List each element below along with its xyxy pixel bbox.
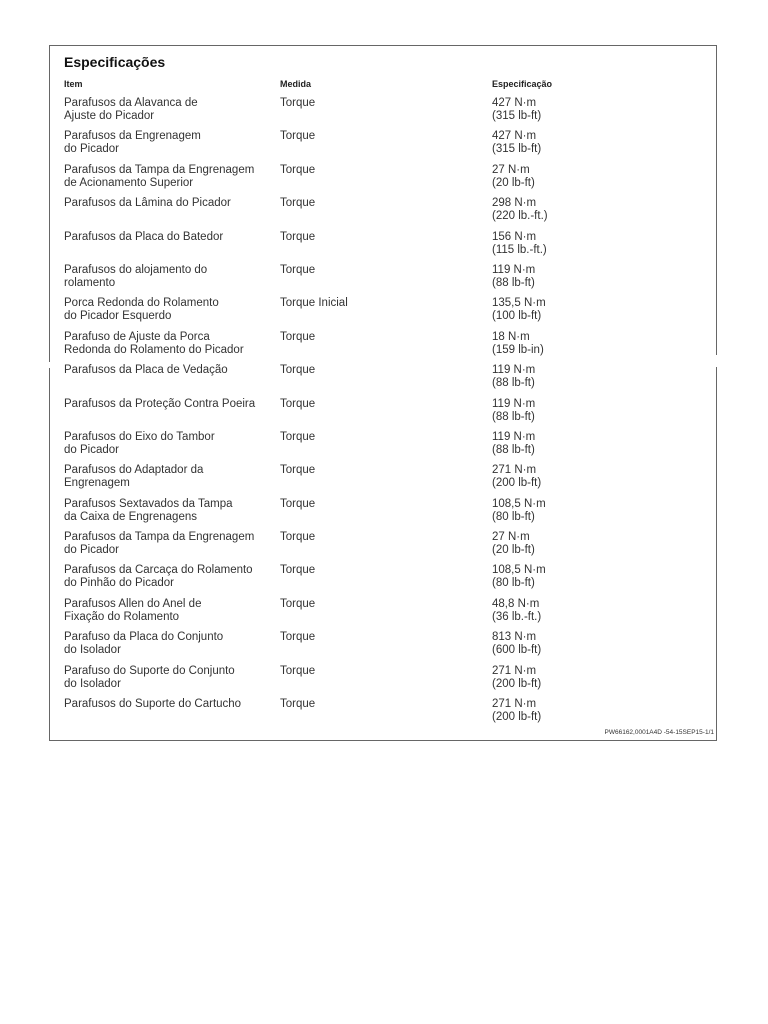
spec-metric: 427 N·m	[492, 97, 537, 109]
frame-gap	[712, 355, 726, 367]
table-row	[64, 231, 704, 264]
table-row	[64, 498, 704, 531]
table-row	[64, 297, 704, 330]
spec-imperial: (600 lb-ft)	[492, 644, 542, 657]
measure-type: Torque	[280, 197, 316, 210]
item-name: Parafusos da Alavanca de Ajuste do Picador	[64, 97, 198, 122]
measure-type: Torque	[280, 163, 316, 176]
spec-metric: 108,5 N·m	[492, 497, 546, 510]
column-header-measure: Medida	[280, 79, 312, 89]
spec-metric: 119 N·m	[492, 397, 536, 410]
item-name: Parafuso de Ajuste da Porca Redonda do Rolamento do Picador	[64, 330, 244, 356]
specification-value	[492, 97, 692, 123]
spec-metric: 108,5 N·m	[492, 564, 546, 577]
spec-metric: 271 N·m	[492, 698, 537, 711]
measure-type: Torque	[280, 464, 316, 477]
column-header-item: Item	[64, 79, 83, 89]
measure-type: Torque	[280, 631, 316, 644]
item-name: Parafuso da Placa do Conjunto do Isolador	[64, 631, 224, 657]
table-row	[64, 464, 704, 497]
spec-metric: 48,8 N·m	[492, 597, 540, 610]
table-row	[64, 564, 704, 597]
specification-value	[492, 197, 692, 223]
measure-type: Torque	[280, 263, 316, 276]
spec-imperial: (20 lb-ft)	[492, 544, 535, 557]
table-row	[64, 97, 704, 130]
measure-type: Torque	[280, 230, 316, 243]
measure-type: Torque Inicial	[280, 297, 348, 310]
item-name: Parafusos da Placa do Batedor	[64, 230, 224, 243]
table-row	[64, 364, 704, 397]
measure-type: Torque	[280, 397, 316, 410]
item-name: Parafusos da Placa de Vedação	[64, 364, 228, 377]
spec-metric: 813 N·m	[492, 631, 537, 644]
item-name: Parafusos da Lâmina do Picador	[64, 197, 231, 210]
spec-metric: 427 N·m	[492, 130, 537, 143]
spec-metric: 119 N·m	[492, 430, 536, 443]
measure-type: Torque	[280, 430, 316, 443]
measure-type: Torque	[280, 564, 316, 577]
measure-type: Torque	[280, 364, 316, 377]
item-name: Parafuso do Suporte do Conjunto do Isolador	[64, 664, 235, 690]
spec-imperial: (80 lb-ft)	[492, 510, 535, 523]
specification-value	[492, 297, 692, 323]
spec-metric: 18 N·m	[492, 330, 530, 343]
spec-imperial: (115 lb.-ft.)	[492, 243, 547, 256]
specification-value	[492, 364, 692, 390]
spec-metric: 119 N·m	[492, 364, 536, 377]
specification-value	[492, 431, 692, 457]
spec-metric: 119 N·m	[492, 263, 536, 276]
item-name: Parafusos do Eixo do Tambor do Picador	[64, 430, 215, 456]
spec-imperial: (88 lb-ft)	[492, 443, 535, 456]
table-row	[64, 431, 704, 464]
specification-value	[492, 631, 692, 657]
spec-metric: 271 N·m	[492, 464, 537, 477]
column-header-spec: Especificação	[492, 79, 553, 89]
specification-value	[492, 398, 692, 424]
spec-imperial: (200 lb-ft)	[492, 711, 542, 724]
table-row	[64, 264, 704, 297]
spec-imperial: (80 lb-ft)	[492, 577, 535, 590]
item-name: Parafusos da Tampa da Engrenagem de Acionamento Superior	[64, 163, 255, 189]
page-title: Especificações	[64, 54, 166, 70]
specification-value	[492, 231, 692, 257]
spec-imperial: (20 lb-ft)	[492, 176, 535, 189]
spec-imperial: (36 lb.-ft.)	[492, 610, 542, 623]
specification-value	[492, 331, 692, 357]
spec-imperial: (159 lb-in)	[492, 343, 544, 356]
measure-type: Torque	[280, 130, 316, 143]
measure-type: Torque	[280, 330, 316, 343]
table-row	[64, 130, 704, 163]
measure-type: Torque	[280, 97, 316, 109]
table-row	[64, 698, 704, 731]
spec-imperial: (315 lb-ft)	[492, 110, 542, 122]
specification-value	[492, 464, 692, 490]
spec-metric: 156 N·m	[492, 230, 537, 243]
table-row	[64, 398, 704, 431]
measure-type: Torque	[280, 531, 316, 544]
item-name: Parafusos Sextavados da Tampa da Caixa de Engrenagens	[64, 497, 233, 523]
document-code: PW66162,0001A4D -54-15SEP15-1/1	[604, 729, 714, 736]
spec-imperial: (315 lb-ft)	[492, 143, 542, 156]
specification-value	[492, 665, 692, 691]
item-name: Parafusos do Suporte do Cartucho	[64, 698, 242, 711]
spec-imperial: (88 lb-ft)	[492, 410, 535, 423]
item-name: Parafusos Allen do Anel de Fixação do Rolamento	[64, 597, 202, 623]
specification-value	[492, 531, 692, 557]
measure-type: Torque	[280, 698, 316, 711]
table-row	[64, 331, 704, 364]
table-row	[64, 665, 704, 698]
measure-type: Torque	[280, 597, 316, 610]
spec-table-body	[64, 97, 704, 731]
table-row	[64, 197, 704, 230]
table-row	[64, 631, 704, 664]
spec-metric: 271 N·m	[492, 664, 537, 677]
measure-type: Torque	[280, 497, 316, 510]
measure-type: Torque	[280, 664, 316, 677]
item-name: Parafusos do Adaptador da Engrenagem	[64, 464, 204, 490]
item-name: Parafusos da Carcaça do Rolamento do Pinhão do Picador	[64, 564, 253, 590]
spec-metric: 298 N·m	[492, 197, 537, 210]
item-name: Parafusos da Engrenagem do Picador	[64, 130, 201, 156]
specification-value	[492, 698, 692, 724]
spec-imperial: (100 lb-ft)	[492, 310, 542, 323]
specification-value	[492, 598, 692, 624]
specification-value	[492, 264, 692, 290]
item-name: Parafusos do alojamento do rolamento	[64, 263, 208, 289]
table-row	[64, 598, 704, 631]
spec-metric: 27 N·m	[492, 163, 530, 176]
spec-metric: 27 N·m	[492, 531, 530, 544]
spec-imperial: (88 lb-ft)	[492, 377, 535, 390]
specification-value	[492, 564, 692, 590]
spec-imperial: (88 lb-ft)	[492, 276, 535, 289]
spec-metric: 135,5 N·m	[492, 297, 546, 310]
spec-imperial: (200 lb-ft)	[492, 477, 542, 490]
spec-imperial: (220 lb.-ft.)	[492, 210, 548, 223]
specification-value	[492, 130, 692, 156]
table-row	[64, 531, 704, 564]
item-name: Parafusos da Tampa da Engrenagem do Picador	[64, 531, 255, 557]
item-name: Parafusos da Proteção Contra Poeira	[64, 397, 256, 410]
specification-value	[492, 164, 692, 190]
specification-value	[492, 498, 692, 524]
spec-imperial: (200 lb-ft)	[492, 677, 542, 690]
table-row	[64, 164, 704, 197]
frame-gap	[44, 362, 58, 368]
item-name: Porca Redonda do Rolamento do Picador Esquerdo	[64, 297, 219, 323]
